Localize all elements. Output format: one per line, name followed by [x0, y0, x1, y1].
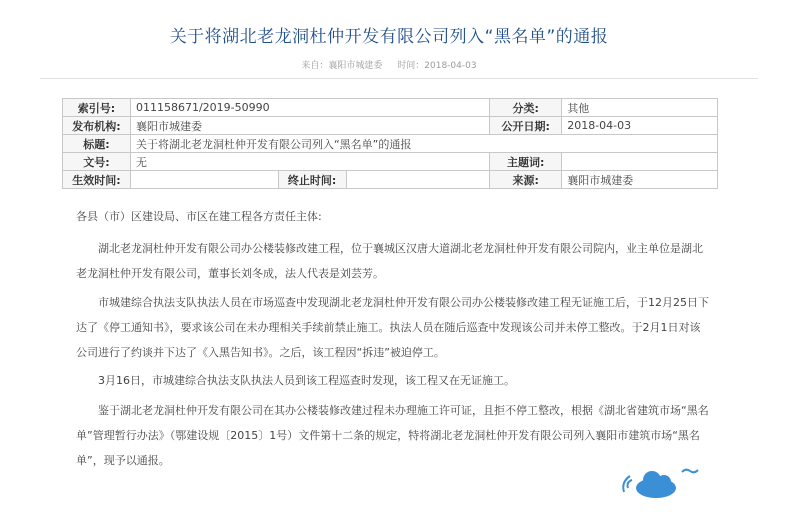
time-text: 时间：2018-04-03: [397, 61, 477, 71]
end-value: [346, 171, 490, 189]
body-paragraph-4: 3月16日，市城建综合执法支队执法人员到该工程巡查时发现，该工程又在无证施工。: [98, 374, 515, 387]
info-row-docno: [63, 153, 718, 171]
title-label: 标题:: [63, 135, 131, 153]
docno-label: 文号:: [63, 153, 131, 171]
origin-label: 来源:: [490, 171, 562, 189]
origin-value: 襄阳市城建委: [562, 171, 718, 189]
info-row-publisher: [63, 117, 718, 135]
info-row-effective: [63, 171, 718, 189]
category-label: 分类:: [490, 99, 562, 117]
page-title: 关于将湖北老龙洞杜仲开发有限公司列入“黑名单”的通报: [169, 27, 609, 47]
keyword-value: [562, 153, 718, 171]
info-row-index: [63, 99, 718, 117]
body-paragraph-2: 湖北老龙洞杜仲开发有限公司办公楼装修改建工程，位于襄城区汉唐大道湖北老龙洞杜仲开发有限公司院内，业主单位是湖北老龙洞杜仲开发有限公司，董事长刘冬成，法人代表是刘芸芳。: [76, 242, 703, 280]
pubdate-label: 公开日期:: [490, 117, 562, 135]
publisher-label: 发布机构:: [63, 117, 131, 135]
effective-value: [130, 171, 278, 189]
index-label: 索引号:: [63, 99, 131, 117]
effective-label: 生效时间:: [63, 171, 131, 189]
pubdate-value: 2018-04-03: [562, 117, 718, 135]
end-label: 终止时间:: [278, 171, 346, 189]
docno-value: 无: [130, 153, 489, 171]
cloud-logo-icon: [622, 462, 702, 502]
info-table: [62, 98, 718, 189]
body-paragraph-5: 鉴于湖北老龙洞杜仲开发有限公司在其办公楼装修改建过程未办理施工许可证，且拒不停工整改，根据《湖北省建筑市场“黑名单”管理暂行办法》（鄂建设规〔2015〕1号）文件第十二条的规定，特将湖北老龙洞杜仲开发有限公司列入襄阳市建筑市场“黑名单”，现予以通报。: [76, 404, 709, 467]
article-meta: [0, 58, 778, 71]
publisher-value: 襄阳市城建委: [130, 117, 489, 135]
source-text: 来自：襄阳市城建委: [301, 61, 383, 71]
body-paragraph-1: 各县（市）区建设局、市区在建工程各方责任主体:: [76, 210, 322, 223]
body-paragraph-3: 市城建综合执法支队执法人员在市场巡查中发现湖北老龙洞杜仲开发有限公司办公楼装修改建工程无证施工后，于12月25日下达了《停工通知书》，要求该公司在未办理相关手续前禁止施工。执法人员在随后巡查中发现该公司并未停工整改。于2月1日对该公司进行了约谈并下达了《入黑告知书》。之后，该工程因“拆违”被迫停工。: [76, 296, 709, 359]
category-value: 其他: [562, 99, 718, 117]
info-row-title: [63, 135, 718, 153]
header-divider: [40, 78, 758, 79]
keyword-label: 主题词:: [490, 153, 562, 171]
index-value: 011158671/2019-50990: [130, 99, 489, 117]
title-value: 关于将湖北老龙洞杜仲开发有限公司列入“黑名单”的通报: [130, 135, 717, 153]
